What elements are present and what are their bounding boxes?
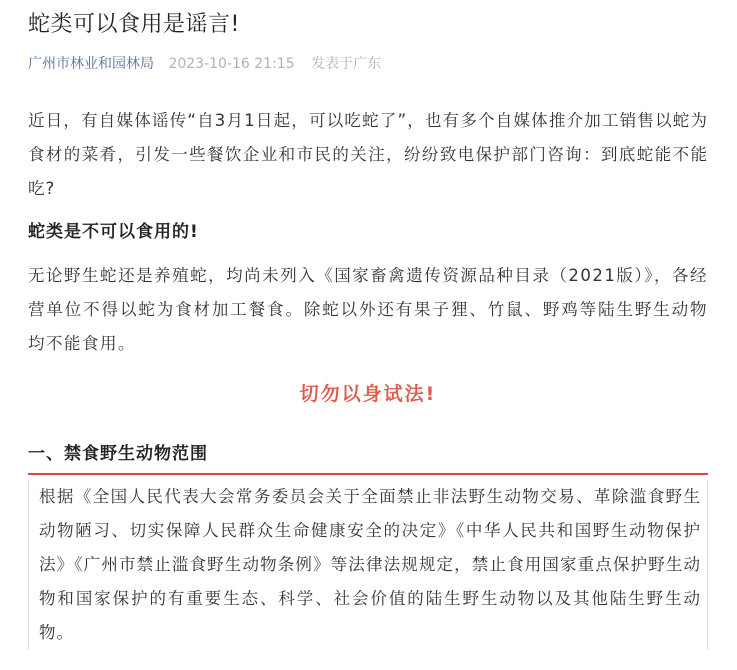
publish-location: 发表于广东 [311, 56, 382, 72]
publish-time: 2023-10-16 21:15 [168, 56, 295, 72]
article-title: 蛇类可以食用是谣言! [28, 12, 240, 37]
section-title: 一、禁食野生动物范围 [28, 444, 208, 464]
section-body: 根据《全国人民代表大会常务委员会关于全面禁止非法野生动物交易、革除滥食野生动物陋习、切实保障人民群众生命健康安全的决定》《中华人民共和国野生动物保护法》《广州市禁止滥食野生动物条例》等法律法规规定，禁止食用国家重点保护野生动物和国家保护的有重要生态、科学、社会价值的陆生野生动物以及其他陆生野生动物。 [28, 480, 708, 650]
bold-heading: 蛇类是不可以食用的! [28, 222, 199, 242]
section-divider [28, 473, 708, 475]
paragraph-detail: 无论野生蛇还是养殖蛇，均尚未列入《国家畜禽遗传资源品种目录（2021版）》，各经营单位不得以蛇为食材加工餐食。除蛇以外还有果子狸、竹鼠、野鸡等陆生野生动物均不能食用。 [28, 266, 708, 353]
warning-text: 切勿以身试法! [299, 383, 437, 405]
author-link[interactable]: 广州市林业和园林局 [28, 56, 154, 72]
article-meta [28, 54, 708, 74]
article [28, 0, 708, 650]
paragraph-intro: 近日，有自媒体谣传“自3月1日起，可以吃蛇了”，也有多个自媒体推介加工销售以蛇为食材的菜肴，引发一些餐饮企业和市民的关注，纷纷致电保护部门咨询：到底蛇能不能吃? [28, 111, 708, 198]
